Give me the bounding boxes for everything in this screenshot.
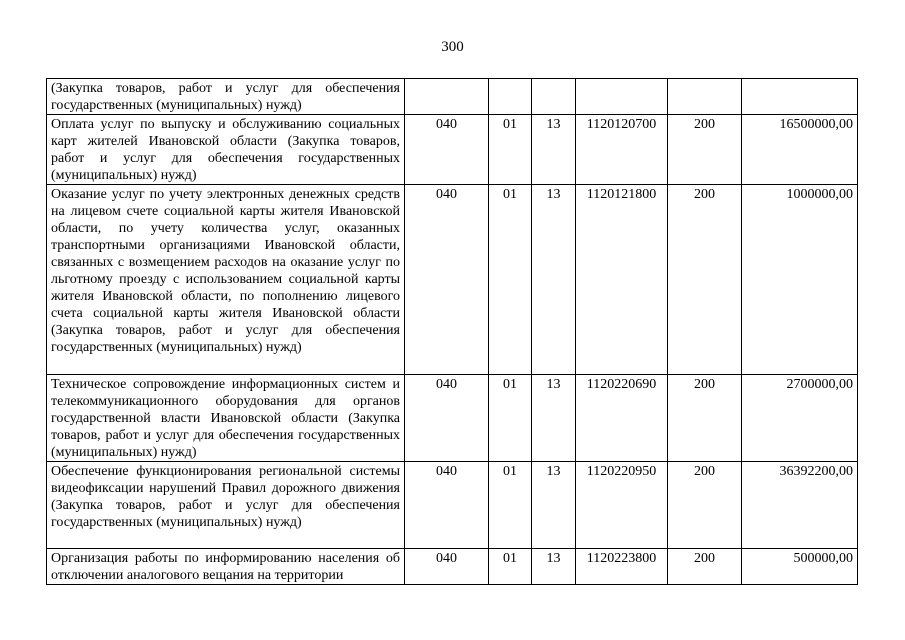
subsection-code: 13 bbox=[532, 375, 576, 462]
table-row bbox=[47, 185, 858, 375]
amount: 36392200,00 bbox=[742, 462, 858, 549]
expense-type-code: 200 bbox=[668, 115, 742, 185]
amount: 500000,00 bbox=[742, 549, 858, 585]
page-number: 300 bbox=[441, 39, 464, 55]
target-item-code: 1120120700 bbox=[576, 115, 668, 185]
expense-type-code: 200 bbox=[668, 462, 742, 549]
target-item-code: 1120223800 bbox=[576, 549, 668, 585]
expense-type-code: 200 bbox=[668, 375, 742, 462]
row-description: Оплата услуг по выпуску и обслуживанию социальных карт жителей Ивановской области (Закупка товаров, работ и услуг для обеспечения государственных (муниципальных) нужд) bbox=[47, 115, 405, 185]
ministry-code bbox=[405, 79, 489, 115]
subsection-code bbox=[532, 79, 576, 115]
table-row bbox=[47, 115, 858, 185]
subsection-code: 13 bbox=[532, 462, 576, 549]
target-item-code: 1120220690 bbox=[576, 375, 668, 462]
subsection-code: 13 bbox=[532, 115, 576, 185]
amount: 2700000,00 bbox=[742, 375, 858, 462]
expense-type-code: 200 bbox=[668, 185, 742, 375]
ministry-code: 040 bbox=[405, 462, 489, 549]
table-row bbox=[47, 375, 858, 462]
expense-type-code: 200 bbox=[668, 549, 742, 585]
section-code: 01 bbox=[489, 549, 532, 585]
section-code: 01 bbox=[489, 462, 532, 549]
table-row bbox=[47, 549, 858, 585]
section-code: 01 bbox=[489, 375, 532, 462]
ministry-code: 040 bbox=[405, 115, 489, 185]
ministry-code: 040 bbox=[405, 375, 489, 462]
budget-table bbox=[46, 78, 858, 585]
section-code: 01 bbox=[489, 115, 532, 185]
ministry-code: 040 bbox=[405, 185, 489, 375]
subsection-code: 13 bbox=[532, 549, 576, 585]
row-description: Обеспечение функционирования региональной системы видеофиксации нарушений Правил дорожного движения (Закупка товаров, работ и услуг для обеспечения государственных (муниципальных) нужд) bbox=[47, 462, 405, 549]
subsection-code: 13 bbox=[532, 185, 576, 375]
section-code bbox=[489, 79, 532, 115]
table-row bbox=[47, 462, 858, 549]
amount: 16500000,00 bbox=[742, 115, 858, 185]
section-code: 01 bbox=[489, 185, 532, 375]
target-item-code: 1120220950 bbox=[576, 462, 668, 549]
row-description: Оказание услуг по учету электронных денежных средств на лицевом счете социальной карты жителя Ивановской области, по учету количества услуг, оказанных транспортными организациями Ивановской области, связанных с возмещением расходов на оказание услуг по льготному проезду с использованием социальной карты жителя Ивановской области, по пополнению лицевого счета социальной карты жителя Ивановской области (Закупка товаров, работ и услуг для обеспечения государственных (муниципальных) нужд) bbox=[47, 185, 405, 375]
row-description: Организация работы по информированию населения об отключении аналогового вещания на территории bbox=[47, 549, 405, 585]
expense-type-code bbox=[668, 79, 742, 115]
table-row bbox=[47, 79, 858, 115]
amount bbox=[742, 79, 858, 115]
ministry-code: 040 bbox=[405, 549, 489, 585]
row-description: Техническое сопровождение информационных систем и телекоммуникационного оборудования для органов государственной власти Ивановской области (Закупка товаров, работ и услуг для обеспечения государственных (муниципальных) нужд) bbox=[47, 375, 405, 462]
amount: 1000000,00 bbox=[742, 185, 858, 375]
row-description: (Закупка товаров, работ и услуг для обеспечения государственных (муниципальных) нужд) bbox=[47, 79, 405, 115]
target-item-code bbox=[576, 79, 668, 115]
target-item-code: 1120121800 bbox=[576, 185, 668, 375]
